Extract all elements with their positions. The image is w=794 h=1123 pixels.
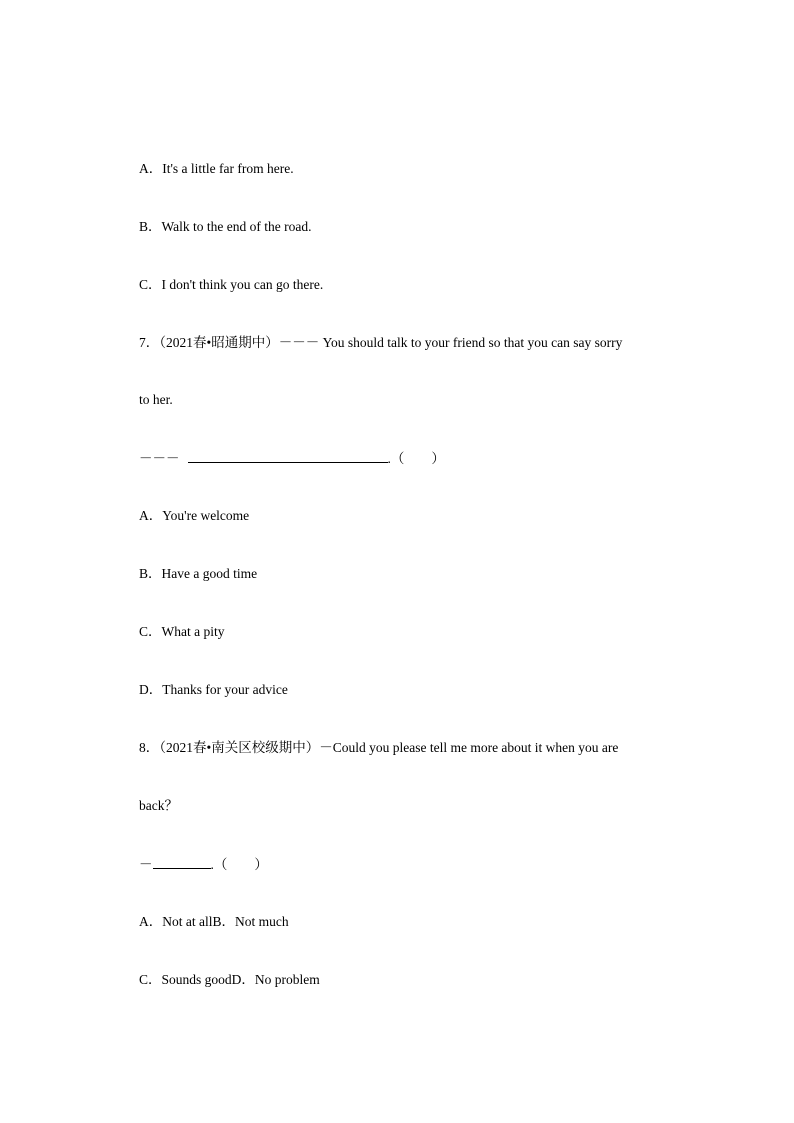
q8-options-ab: A．Not at allB．Not much: [139, 914, 289, 929]
q8-answer-blank: [153, 856, 211, 869]
q8-answer-prefix: －: [139, 857, 153, 872]
q6-option-a: A．It's a little far from here.: [139, 161, 294, 176]
q7-option-b: B．Have a good time: [139, 566, 258, 581]
q6-option-c: C．I don't think you can go there.: [139, 277, 324, 292]
q8-stem-line1: 8．（2021春•南关区校级期中）－Could you please tell me more about it when you are: [139, 740, 619, 755]
q7-answer-line: [139, 450, 445, 467]
q8-options-cd: C．Sounds goodD．No problem: [139, 972, 320, 987]
q8-answer-suffix: .（ ）: [210, 857, 268, 872]
q7-answer-prefix: －－－: [139, 451, 180, 466]
q6-option-b: B．Walk to the end of the road.: [139, 219, 312, 234]
q7-option-c: C．What a pity: [139, 624, 225, 639]
q7-stem-line2: to her.: [139, 392, 173, 407]
q7-stem-line1: 7．（2021春•昭通期中）－－－ You should talk to your friend so that you can say sorry: [139, 335, 623, 350]
q7-option-d: D．Thanks for your advice: [139, 682, 288, 697]
q7-option-a: A．You're welcome: [139, 508, 250, 523]
q7-answer-suffix: .（ ）: [387, 451, 445, 466]
q7-answer-blank: [188, 450, 388, 463]
q8-stem-line2: back？: [139, 798, 178, 813]
q8-answer-line: [139, 856, 268, 873]
